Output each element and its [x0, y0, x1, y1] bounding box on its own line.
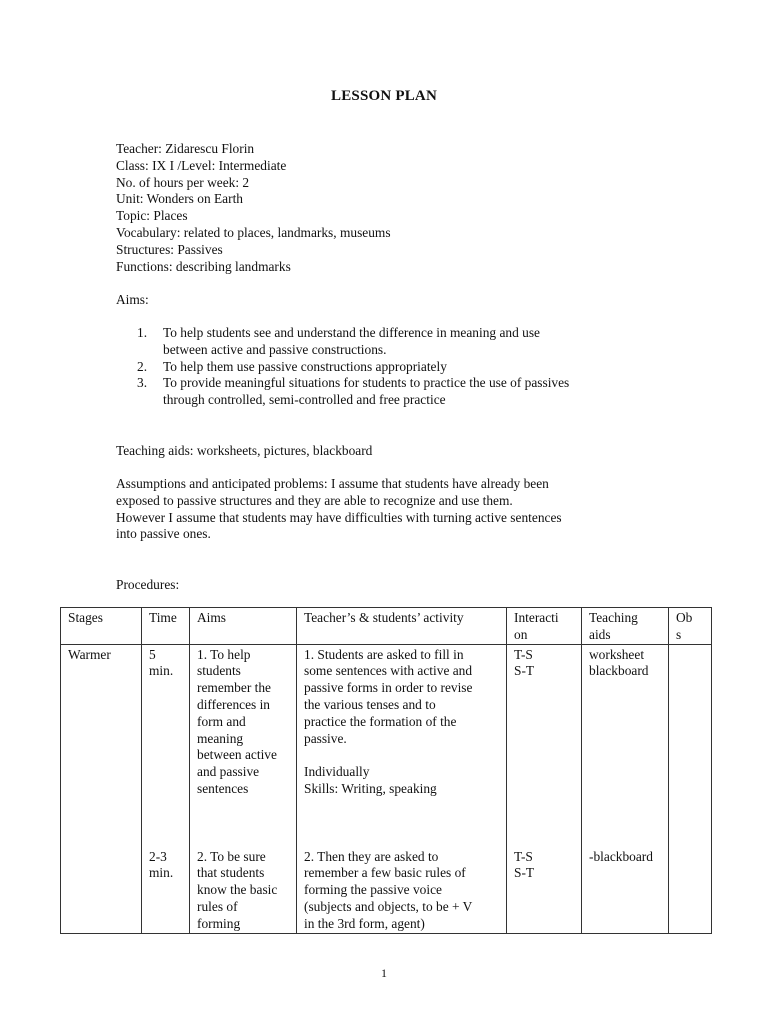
assumptions-paragraph — [116, 476, 646, 543]
aims-heading: Aims: — [116, 292, 149, 307]
aim-text: through controlled, semi-controlled and free practice — [163, 392, 446, 408]
obs-cell — [669, 644, 712, 933]
aim-item — [137, 375, 569, 409]
hours-line: No. of hours per week: 2 — [116, 174, 250, 190]
unit-line: Unit: Wonders on Earth — [116, 191, 243, 207]
aim-item — [137, 325, 569, 359]
aim-text: To help students see and understand the difference in meaning and use — [163, 325, 540, 340]
interaction-cell: T-S S-T T-S S-T — [507, 644, 582, 933]
aim-number: 3. — [137, 375, 148, 391]
header-teaching-aids: Teaching aids — [582, 608, 669, 645]
teaching-aids-cell: worksheet blackboard -blackboard — [582, 644, 669, 933]
page-number: 1 — [381, 966, 387, 980]
teacher-line: Teacher: Zidarescu Florin — [116, 141, 255, 156]
functions-line: Functions: describing landmarks — [116, 258, 291, 274]
header-aims: Aims — [190, 608, 297, 645]
page-title: LESSON PLAN — [331, 88, 437, 104]
header-obs: Ob s — [669, 608, 712, 645]
structures-line: Structures: Passives — [116, 241, 223, 257]
table-row — [61, 644, 712, 933]
assumptions-text: Assumptions and anticipated problems: I assume that students have already been — [116, 476, 549, 491]
aim-text: between active and passive constructions. — [163, 341, 387, 357]
header-time: Time — [142, 608, 190, 645]
teaching-aids-line: Teaching aids: worksheets, pictures, blackboard — [116, 443, 373, 458]
stage-cell: Warmer — [61, 644, 142, 933]
aim-number: 2. — [137, 358, 148, 374]
header-stages: Stages — [61, 608, 142, 645]
activity-cell: 1. Students are asked to fill in some sentences with active and passive forms in order to revise the various tenses and to practice the formation of the passive. Individually Skills: Writing, speaking 2. Then they are asked to remember a few basic rules of forming the passive voice (subjects and objects, to be + V in the 3rd form, agent) — [297, 644, 507, 933]
assumptions-text: exposed to passive structures and they are able to recognize and use them. — [116, 492, 513, 508]
header-activity: Teacher’s & students’ activity — [297, 608, 507, 645]
vocabulary-line: Vocabulary: related to places, landmarks, museums — [116, 224, 391, 240]
aim-text: To help them use passive constructions appropriately — [163, 358, 447, 374]
time-cell: 5 min. 2-3 min. — [142, 644, 190, 933]
aims-cell: 1. To help students remember the differences in form and meaning between active and passive sentences 2. To be sure that students know the basic rules of forming — [190, 644, 297, 933]
topic-line: Topic: Places — [116, 208, 188, 224]
table-header-row — [61, 608, 712, 645]
assumptions-text: into passive ones. — [116, 526, 211, 542]
class-level-line: Class: IX I /Level: Intermediate — [116, 157, 287, 173]
aims-list — [137, 325, 569, 409]
procedures-heading: Procedures: — [116, 577, 180, 592]
procedures-table — [60, 607, 712, 934]
aim-number: 1. — [137, 325, 148, 340]
lesson-info — [116, 141, 391, 275]
aim-text: To provide meaningful situations for students to practice the use of passives — [163, 375, 570, 391]
aim-item — [137, 359, 569, 376]
header-interaction: Interacti on — [507, 608, 582, 645]
assumptions-text: However I assume that students may have difficulties with turning active sentences — [116, 509, 562, 525]
